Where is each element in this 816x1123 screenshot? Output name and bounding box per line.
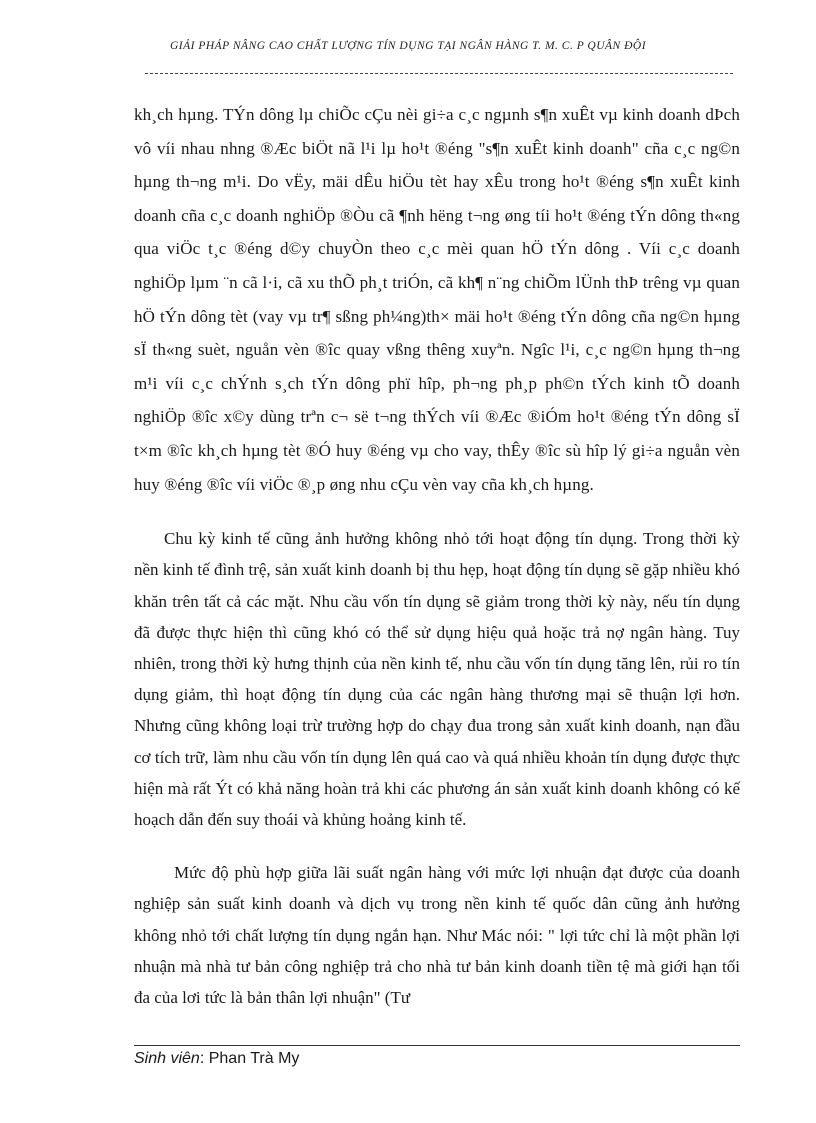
paragraph-2: Chu kỳ kinh tế cũng ảnh hưởng không nhỏ tới hoạt động tín dụng. Trong thời kỳ nền kinh tế đình trệ, sản xuất kinh doanh bị thu hẹp, hoạt động tín dụng sẽ gặp nhiều khó khăn trên tất cả các mặt. Nhu cầu vốn tín dụng sẽ giảm trong thời kỳ này, nếu tín dụng đã được thực hiện thì cũng khó có thể sử dụng hiệu quả hoặc trả nợ ngân hàng. Tuy nhiên, trong thời kỳ hưng thịnh của nền kinh tế, nhu cầu vốn tín dụng tăng lên, rủi ro tín dụng giảm, thì hoạt động tín dụng của các ngân hàng thương mại sẽ thuận lợi hơn. Nhưng cũng không loại trừ trường hợp do chạy đua trong sản xuất kinh doanh, nạn đầu cơ tích trữ, làm nhu cầu vốn tín dụng lên quá cao và quá nhiều khoản tín dụng được thực hiện mà rất Ýt có khả năng hoàn trả khi các phương án sản xuất kinh doanh không có kế hoạch dẫn đến suy thoái và khủng hoảng kinh tế. (134, 529, 740, 829)
student-name: Phan Trà My (208, 1050, 300, 1067)
footer-label: Sinh viên (134, 1050, 200, 1067)
footer-divider (134, 1045, 740, 1046)
document-body (134, 98, 740, 1013)
paragraph-1: kh¸ch hµng. TÝn dông lµ chiÕc cÇu nèi gi÷a c¸c ngµnh s¶n xuÊt vµ kinh doanh dÞch vô víi nhau nhng ®Æc biÖt nã l¹i lµ ho¹t ®éng "s¶n xuÊt kinh doanh" cña c¸c ng©n hµng th¬ng m¹i. Do vËy, mäi dÊu hiÖu tèt hay xÊu trong ho¹t ®éng s¶n xuÊt kinh doanh cña c¸c doanh nghiÖp ®Òu cã ¶nh hëng t¬ng øng tíi ho¹t ®éng tÝn dông th«ng qua viÖc t¸c ®éng d©y chuyÒn theo c¸c mèi quan hÖ tÝn dông . Víi c¸c doanh nghiÖp lµm ¨n cã l·i, cã xu thÕ ph¸t triÓn, cã kh¶ n¨ng chiÕm lÜnh thÞ trêng vµ quan hÖ tÝn dông tèt (vay vµ tr¶ sßng ph¼ng)th× mäi ho¹t ®éng tÝn dông cña ng©n hµng sÏ th«ng suèt, nguån vèn ®îc quay vßng thêng xuyªn. Ngîc l¹i, c¸c ng©n hµng th¬ng m¹i víi c¸c chÝnh s¸ch tÝn dông phï hîp, ph¬ng ph¸p ph©n tÝch kinh tÕ doanh nghiÖp ®îc x©y dùng trªn c¬ së t¬ng thÝch víi ®Æc ®iÓm ho¹t ®éng tÝn dông sÏ t×m ®îc kh¸ch hµng tèt ®Ó huy ®éng vµ cho vay, thÊy ®îc sù hîp lý gi÷a nguån vèn huy ®éng ®îc víi viÖc ®¸p øng nhu cÇu vèn vay cña kh¸ch hµng. (134, 105, 740, 494)
page-footer (134, 1050, 299, 1068)
running-header: GIẢI PHÁP NÂNG CAO CHẤT LƯỢNG TÍN DỤNG TẠI NGÂN HÀNG T. M. C. P QUÂN ĐỘI (169, 40, 647, 52)
footer-separator: : (199, 1050, 209, 1067)
header-divider (145, 73, 733, 74)
paragraph-3: Mức độ phù hợp giữa lãi suất ngân hàng với mức lợi nhuận đạt được của doanh nghiệp sản suất kinh doanh và dịch vụ trong nền kinh tế quốc dân cũng ảnh hưởng không nhỏ tới chất lượng tín dụng ngắn hạn. Như Mác nói: " lợi tức chỉ là một phần lợi nhuận mà nhà tư bản công nghiệp trả cho nhà tư bản kinh doanh tiền tệ mà giới hạn tối đa của lơi tức là bản thân lợi nhuận" (Tư (134, 863, 740, 1007)
